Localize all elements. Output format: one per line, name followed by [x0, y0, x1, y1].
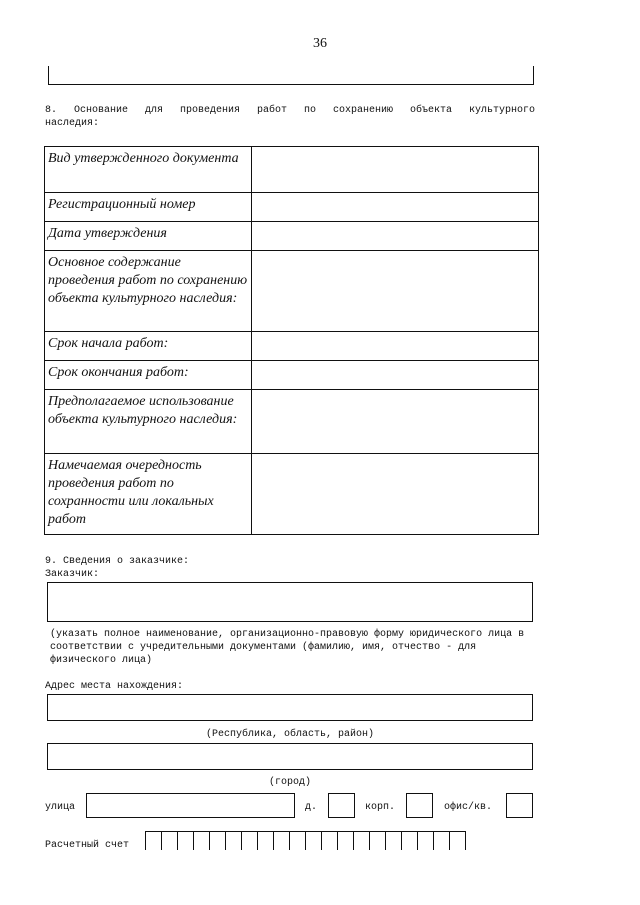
page-number: 36 — [313, 36, 327, 51]
account-digit-cell[interactable] — [434, 832, 450, 850]
section-8-heading-line-1: 8. Основание для проведения работ по сохранению объекта культурного — [45, 105, 535, 116]
city-caption: (город) — [268, 777, 311, 788]
account-digit-cell[interactable] — [194, 832, 210, 850]
street-label: улица — [45, 802, 76, 813]
basis-label-main-content: Основное содержание проведения работ по сохранению объекта культурного наследия: — [45, 251, 252, 332]
house-input[interactable] — [328, 793, 355, 818]
basis-value-document-type[interactable] — [252, 147, 539, 193]
account-digit-cell[interactable] — [274, 832, 290, 850]
house-label: д. — [305, 802, 318, 813]
account-digit-cell[interactable] — [322, 832, 338, 850]
basis-label-end-date: Срок окончания работ: — [45, 361, 252, 390]
basis-value-approval-date[interactable] — [252, 222, 539, 251]
table-row — [45, 454, 539, 535]
building-label: корп. — [365, 802, 396, 813]
table-row — [45, 222, 539, 251]
office-label: офис/кв. — [444, 802, 493, 813]
basis-label-work-sequence: Намечаемая очередность проведения работ по сохранности или локальных работ — [45, 454, 252, 535]
city-input[interactable] — [47, 743, 533, 770]
section-8-heading — [45, 104, 535, 130]
office-input[interactable] — [506, 793, 533, 818]
previous-field-bracket — [48, 66, 534, 85]
section-8-heading-line-2: наследия: — [45, 118, 100, 129]
account-digit-cell[interactable] — [290, 832, 306, 850]
account-digit-cell[interactable] — [178, 832, 194, 850]
customer-label: Заказчик: — [45, 569, 100, 580]
account-digit-cell[interactable] — [370, 832, 386, 850]
account-digit-cell[interactable] — [146, 832, 162, 850]
basis-label-document-type: Вид утвержденного документа — [45, 147, 252, 193]
region-input[interactable] — [47, 694, 533, 721]
basis-value-intended-use[interactable] — [252, 390, 539, 454]
account-digit-cell[interactable] — [210, 832, 226, 850]
basis-label-start-date: Срок начала работ: — [45, 332, 252, 361]
basis-label-registration-number: Регистрационный номер — [45, 193, 252, 222]
account-digit-cell[interactable] — [258, 832, 274, 850]
account-digit-cell[interactable] — [418, 832, 434, 850]
account-digit-cell[interactable] — [450, 832, 466, 850]
account-digit-cell[interactable] — [354, 832, 370, 850]
basis-value-registration-number[interactable] — [252, 193, 539, 222]
region-caption: (Республика, область, район) — [205, 729, 375, 740]
table-row — [45, 332, 539, 361]
customer-note: (указать полное наименование, организационно-правовую форму юридического лица в соответствии с учредительными документами (фамилию, имя, отчество - для физического лица) — [50, 629, 525, 666]
account-digit-cell[interactable] — [386, 832, 402, 850]
building-input[interactable] — [406, 793, 433, 818]
account-digit-cell[interactable] — [242, 832, 258, 850]
account-digit-cell[interactable] — [226, 832, 242, 850]
basis-value-main-content[interactable] — [252, 251, 539, 332]
table-row — [45, 390, 539, 454]
table-row — [45, 193, 539, 222]
table-row — [45, 251, 539, 332]
table-row — [45, 147, 539, 193]
basis-label-approval-date: Дата утверждения — [45, 222, 252, 251]
street-input[interactable] — [86, 793, 295, 818]
basis-value-end-date[interactable] — [252, 361, 539, 390]
customer-input[interactable] — [47, 582, 533, 622]
address-label: Адрес места нахождения: — [45, 681, 184, 692]
account-digit-cell[interactable] — [338, 832, 354, 850]
basis-value-work-sequence[interactable] — [252, 454, 539, 535]
account-digit-cell[interactable] — [306, 832, 322, 850]
basis-label-intended-use: Предполагаемое использование объекта культурного наследия: — [45, 390, 252, 454]
account-number-cells — [145, 831, 466, 850]
section-9-title: 9. Сведения о заказчике: — [45, 556, 190, 567]
table-row — [45, 361, 539, 390]
account-digit-cell[interactable] — [162, 832, 178, 850]
basis-value-start-date[interactable] — [252, 332, 539, 361]
basis-table — [44, 146, 539, 535]
account-label: Расчетный счет — [45, 840, 130, 851]
account-digit-cell[interactable] — [402, 832, 418, 850]
